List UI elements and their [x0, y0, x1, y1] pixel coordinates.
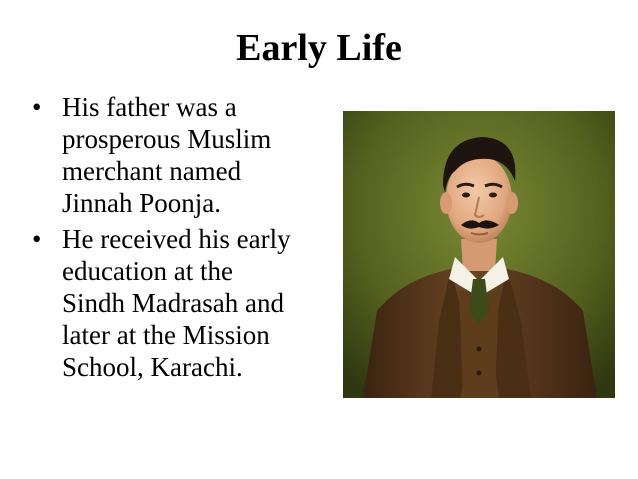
bullet-marker: • [32, 224, 42, 254]
bullet-marker: • [32, 92, 42, 122]
bullet-list [30, 91, 342, 387]
bullet-item [30, 91, 342, 219]
bullet-line: prosperous Muslim [62, 124, 272, 154]
slide-title: Early Life [236, 27, 402, 69]
bullet-line: merchant named [62, 156, 242, 186]
portrait-photo [343, 111, 615, 398]
portrait-illustration [343, 111, 615, 398]
bullet-line: education at the [62, 256, 233, 286]
bullet-line: School, Karachi. [62, 352, 243, 382]
portrait-neck [461, 239, 497, 271]
bullet-line: Sindh Madrasah and [62, 288, 284, 318]
bullet-line: He received his early [62, 224, 291, 254]
bullet-item [30, 223, 342, 383]
bullet-line: His father was a [62, 92, 237, 122]
bullet-line: Jinnah Poonja. [62, 188, 221, 218]
bullet-line: later at the Mission [62, 320, 270, 350]
